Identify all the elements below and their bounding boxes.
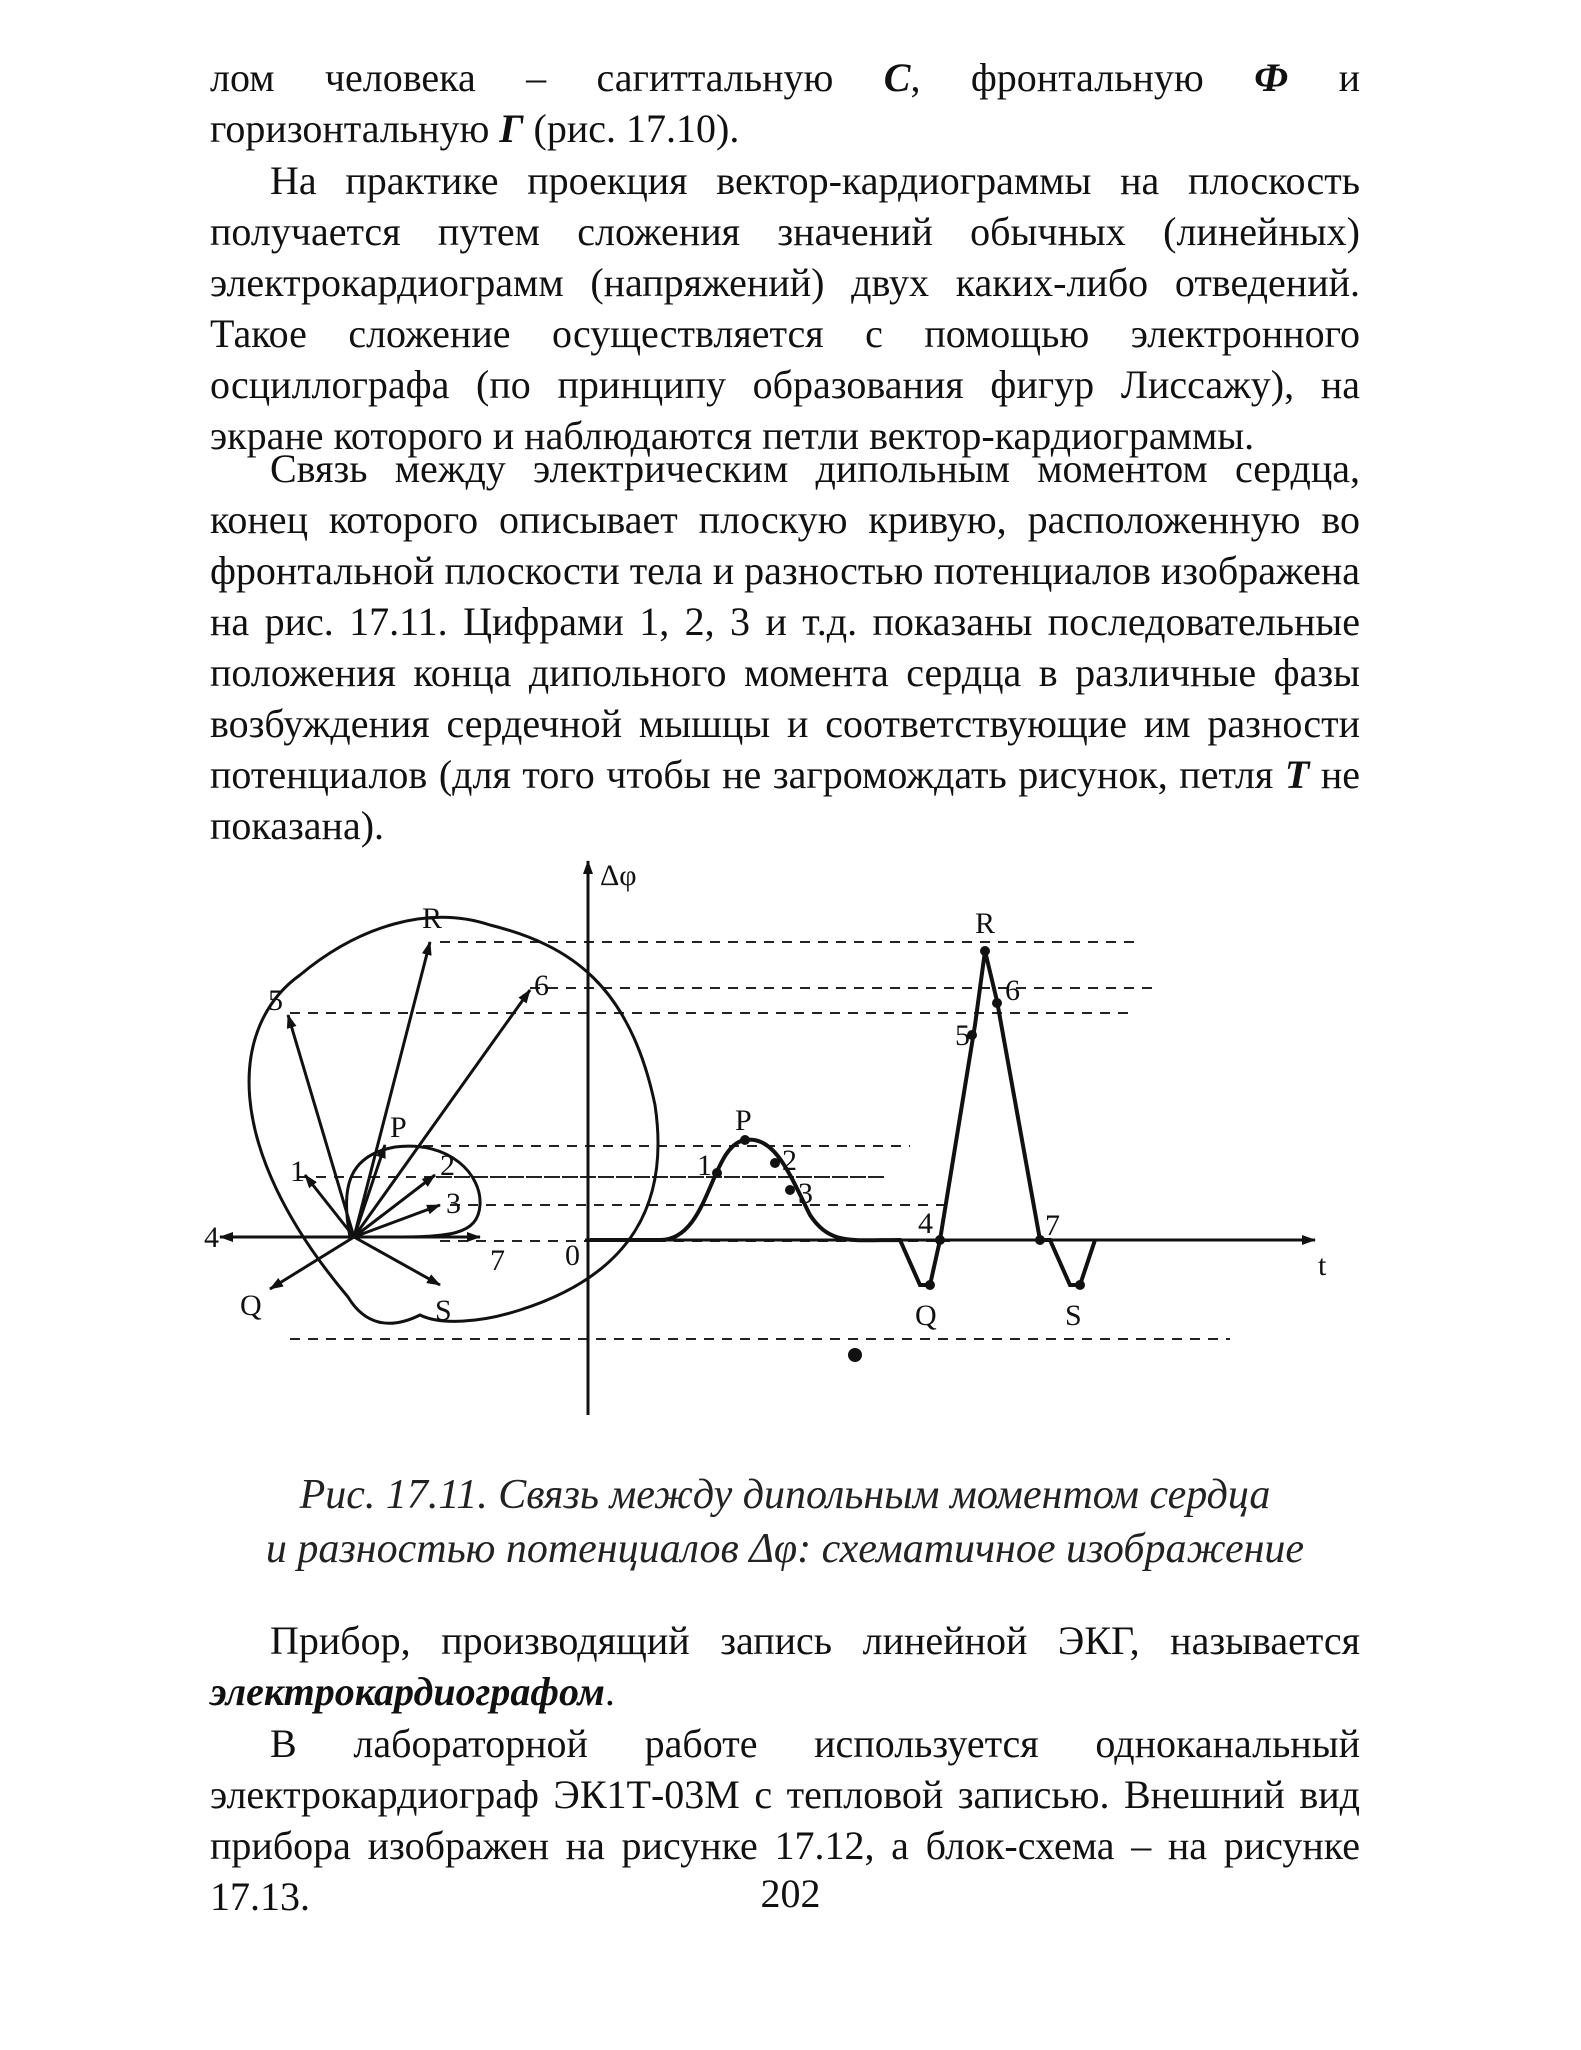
page-number: 202 xyxy=(760,1871,821,1916)
label-7-ecg: 7 xyxy=(1045,1209,1060,1242)
label-Q-ecg: Q xyxy=(915,1299,937,1332)
paragraph-3: Связь между электрическим дипольным моментом сердца, конец которого описывает плоскую кривую, расположенную во фронтальной плоскости тела и разностью потенциалов изображена на рис. 17.11. Цифрами 1, 2, 3 и т.д. показаны последовательные положения конца дипольного момента сердца в различные фазы возбуждения сердечной мышцы и соответствующие им разности потенциалов (для того чтобы не загромождать рисунок, петля T не показана). xyxy=(210,446,1360,848)
paragraph-2: На практике проекция вектор-кардиограммы на плоскость получается путем сложения значений обычных (линейных) электрокардиограмм (напряжений) двух каких-либо отведений. Такое сложение осуществляется с помощью электронного осциллографа (по принципу образования фигур Лиссажу), на экране которого и наблюдаются петли вектор-кардиограммы. xyxy=(210,158,1360,458)
label-S-loop: S xyxy=(435,1294,452,1327)
label-R-ecg: R xyxy=(975,907,996,940)
label-3-ecg: 3 xyxy=(798,1177,813,1210)
axis-label-dphi: Δφ xyxy=(600,859,637,892)
paragraph-1: лом человека – сагиттальную C, фронтальную Ф и горизонтальную Г (рис. 17.10). xyxy=(210,55,1361,151)
label-4-ecg: 4 xyxy=(918,1207,933,1240)
label-S-ecg: S xyxy=(1065,1299,1082,1332)
axis-label-t: t xyxy=(1318,1249,1327,1282)
figure-17-11 xyxy=(190,845,1390,1445)
label-3-loop: 3 xyxy=(446,1187,461,1220)
term-electrocardiograph: электрокардиографом xyxy=(210,1669,605,1714)
label-Q-loop: Q xyxy=(240,1289,262,1322)
paragraph-4: Прибор, производящий запись линейной ЭКГ, называется электрокардиографом. xyxy=(210,1618,1360,1714)
label-R-loop: R xyxy=(422,902,443,935)
label-P-ecg: P xyxy=(735,1104,752,1137)
loop-t: T xyxy=(1284,752,1310,797)
figure-caption-line-2: и разностью потенциалов Δφ: схематичное изображение xyxy=(265,1526,1305,1572)
dipole-vectors xyxy=(220,942,530,1289)
label-zero: 0 xyxy=(565,1239,580,1272)
plane-c: C xyxy=(883,55,911,100)
figure-caption-line-1: Рис. 17.11. Связь между дипольным моментом сердца xyxy=(299,1472,1271,1518)
ecg-axes xyxy=(585,861,1315,1415)
label-4-loop: 4 xyxy=(204,1221,219,1254)
label-6-ecg: 6 xyxy=(1005,974,1020,1007)
label-5-loop: 5 xyxy=(268,984,283,1017)
label-2-loop: 2 xyxy=(440,1149,455,1182)
plane-g: Г xyxy=(499,106,524,151)
label-6-loop: 6 xyxy=(534,969,549,1002)
label-1-loop: 1 xyxy=(290,1155,305,1188)
label-P-loop: P xyxy=(390,1111,407,1144)
label-2-ecg: 2 xyxy=(782,1144,797,1177)
ecg-points xyxy=(712,946,1085,1362)
paragraph-5: В лабораторной работе используется одноканальный электрокардиограф ЭК1Т-03М с тепловой записью. Внешний вид прибора изображен на рисунке 17.12, а блок-схема – на рисунке 17.13. xyxy=(210,1721,1360,1919)
label-7-loop: 7 xyxy=(490,1244,505,1277)
label-5-ecg: 5 xyxy=(955,1019,970,1052)
plane-f: Ф xyxy=(1254,55,1289,100)
label-1-ecg: 1 xyxy=(697,1149,712,1182)
